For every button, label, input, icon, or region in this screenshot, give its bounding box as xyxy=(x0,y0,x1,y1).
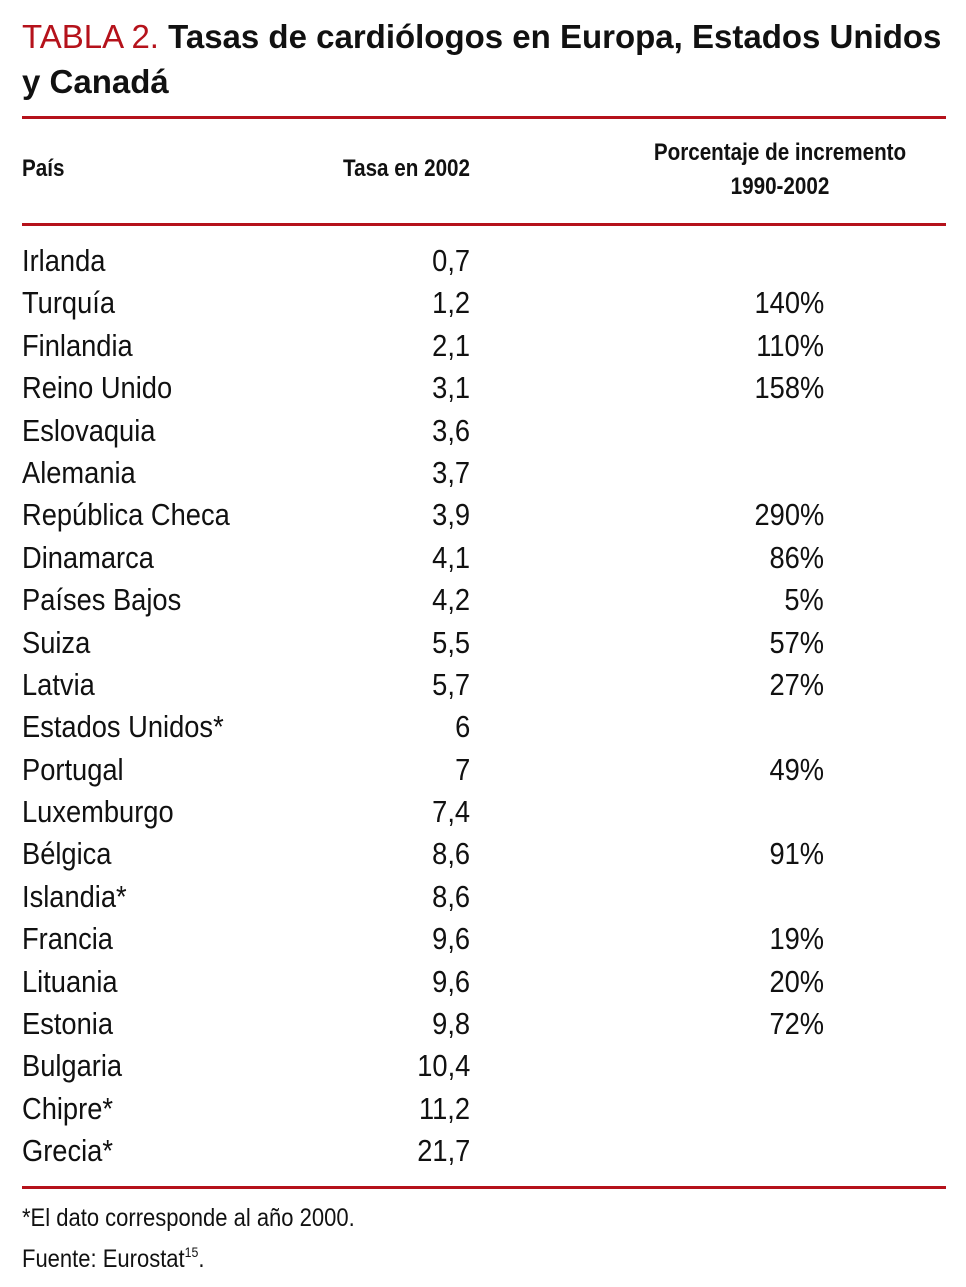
table-row xyxy=(22,367,946,409)
header-percentage xyxy=(599,136,960,204)
cell-percentage: 86% xyxy=(769,539,824,575)
cell-percentage: 57% xyxy=(769,624,824,660)
cell-country: Bélgica xyxy=(22,836,112,872)
bottom-rule xyxy=(22,1186,946,1189)
cell-rate: 3,6 xyxy=(432,412,470,448)
cell-country: Turquía xyxy=(22,285,116,321)
table-row xyxy=(22,622,946,664)
table-row xyxy=(22,452,946,494)
table-number-label: TABLA 2. xyxy=(22,18,159,55)
cell-rate: 11,2 xyxy=(418,1090,470,1126)
cell-percentage: 110% xyxy=(756,327,824,363)
header-country: País xyxy=(22,155,65,182)
cell-rate: 5,7 xyxy=(432,666,470,702)
cell-rate: 8,6 xyxy=(432,836,470,872)
cell-percentage: 5% xyxy=(784,582,824,618)
cell-rate: 9,6 xyxy=(432,921,470,957)
footnote-source-ref: 15 xyxy=(184,1244,199,1260)
header-rule xyxy=(22,223,946,226)
cell-rate: 6 xyxy=(454,709,470,745)
table-row xyxy=(22,537,946,579)
table-row xyxy=(22,1045,946,1087)
cell-percentage: 91% xyxy=(769,836,824,872)
footnote-source xyxy=(22,1236,204,1275)
cell-country: Alemania xyxy=(22,454,136,490)
cell-rate: 2,1 xyxy=(432,327,470,363)
table-row xyxy=(22,410,946,452)
header-percentage-line2: 1990-2002 xyxy=(730,173,830,200)
cell-country: Países Bajos xyxy=(22,582,182,618)
footnote-source-text: Fuente: Eurostat xyxy=(22,1245,185,1273)
cell-rate: 5,5 xyxy=(432,624,470,660)
cell-rate: 4,1 xyxy=(432,539,470,575)
cell-percentage: 49% xyxy=(769,751,824,787)
cell-percentage: 72% xyxy=(769,1006,824,1042)
cell-percentage: 20% xyxy=(769,963,824,999)
cell-rate: 0,7 xyxy=(432,243,470,278)
footnote-note: *El dato corresponde al año 2000. xyxy=(22,1204,355,1232)
table-row xyxy=(22,325,946,367)
table-row xyxy=(22,1088,946,1130)
cell-country: Estados Unidos* xyxy=(22,709,224,745)
cell-percentage: 27% xyxy=(769,666,824,702)
cell-country: Latvia xyxy=(22,666,95,702)
cell-country: Lituania xyxy=(22,963,118,999)
cell-rate: 8,6 xyxy=(432,878,470,914)
cell-country: República Checa xyxy=(22,497,230,533)
cell-percentage: 158% xyxy=(754,370,824,406)
cell-rate: 21,7 xyxy=(416,1133,470,1169)
cell-country: Islandia* xyxy=(22,878,127,914)
table-row xyxy=(22,706,946,748)
cell-rate: 3,7 xyxy=(432,454,470,490)
cell-country: Irlanda xyxy=(22,243,106,278)
table-row xyxy=(22,1003,946,1045)
table-row xyxy=(22,749,946,791)
cell-rate: 7,4 xyxy=(432,794,470,830)
table-row xyxy=(22,579,946,621)
footnote-source-end: . xyxy=(198,1245,205,1273)
cell-country: Portugal xyxy=(22,751,124,787)
table-row xyxy=(22,876,946,918)
table-row xyxy=(22,240,946,282)
table-row xyxy=(22,664,946,706)
cell-country: Luxemburgo xyxy=(22,794,174,830)
cell-rate: 10,4 xyxy=(416,1048,470,1084)
cell-country: Reino Unido xyxy=(22,370,173,406)
cell-country: Francia xyxy=(22,921,113,957)
table-row xyxy=(22,791,946,833)
cell-country: Dinamarca xyxy=(22,539,154,575)
table-row xyxy=(22,833,946,875)
header-percentage-line1: Porcentaje de incremento xyxy=(653,139,907,166)
cell-country: Chipre* xyxy=(22,1090,113,1126)
table-row xyxy=(22,282,946,324)
cell-percentage: 19% xyxy=(769,921,824,957)
cell-country: Eslovaquia xyxy=(22,412,156,448)
cell-rate: 7 xyxy=(454,751,470,787)
cell-country: Bulgaria xyxy=(22,1048,123,1084)
cell-country: Estonia xyxy=(22,1006,113,1042)
table-title xyxy=(22,14,942,104)
cell-percentage: 140% xyxy=(754,285,824,321)
cell-rate: 9,6 xyxy=(432,963,470,999)
cell-rate: 3,9 xyxy=(432,497,470,533)
cell-percentage: 290% xyxy=(754,497,824,533)
cell-country: Suiza xyxy=(22,624,91,660)
table-row xyxy=(22,961,946,1003)
cell-rate: 9,8 xyxy=(432,1006,470,1042)
table-row xyxy=(22,1130,946,1172)
header-rate: Tasa en 2002 xyxy=(343,155,470,182)
cell-rate: 3,1 xyxy=(432,370,470,406)
cell-country: Grecia* xyxy=(22,1133,113,1169)
table-title-text: Tasas de cardiólogos en Europa, Estados Unidos y Canadá xyxy=(22,18,942,100)
table-body xyxy=(22,240,946,1173)
cell-rate: 1,2 xyxy=(432,285,470,321)
cell-country: Finlandia xyxy=(22,327,133,363)
cell-rate: 4,2 xyxy=(432,582,470,618)
table-row xyxy=(22,918,946,960)
table-row xyxy=(22,494,946,536)
top-rule xyxy=(22,116,946,119)
